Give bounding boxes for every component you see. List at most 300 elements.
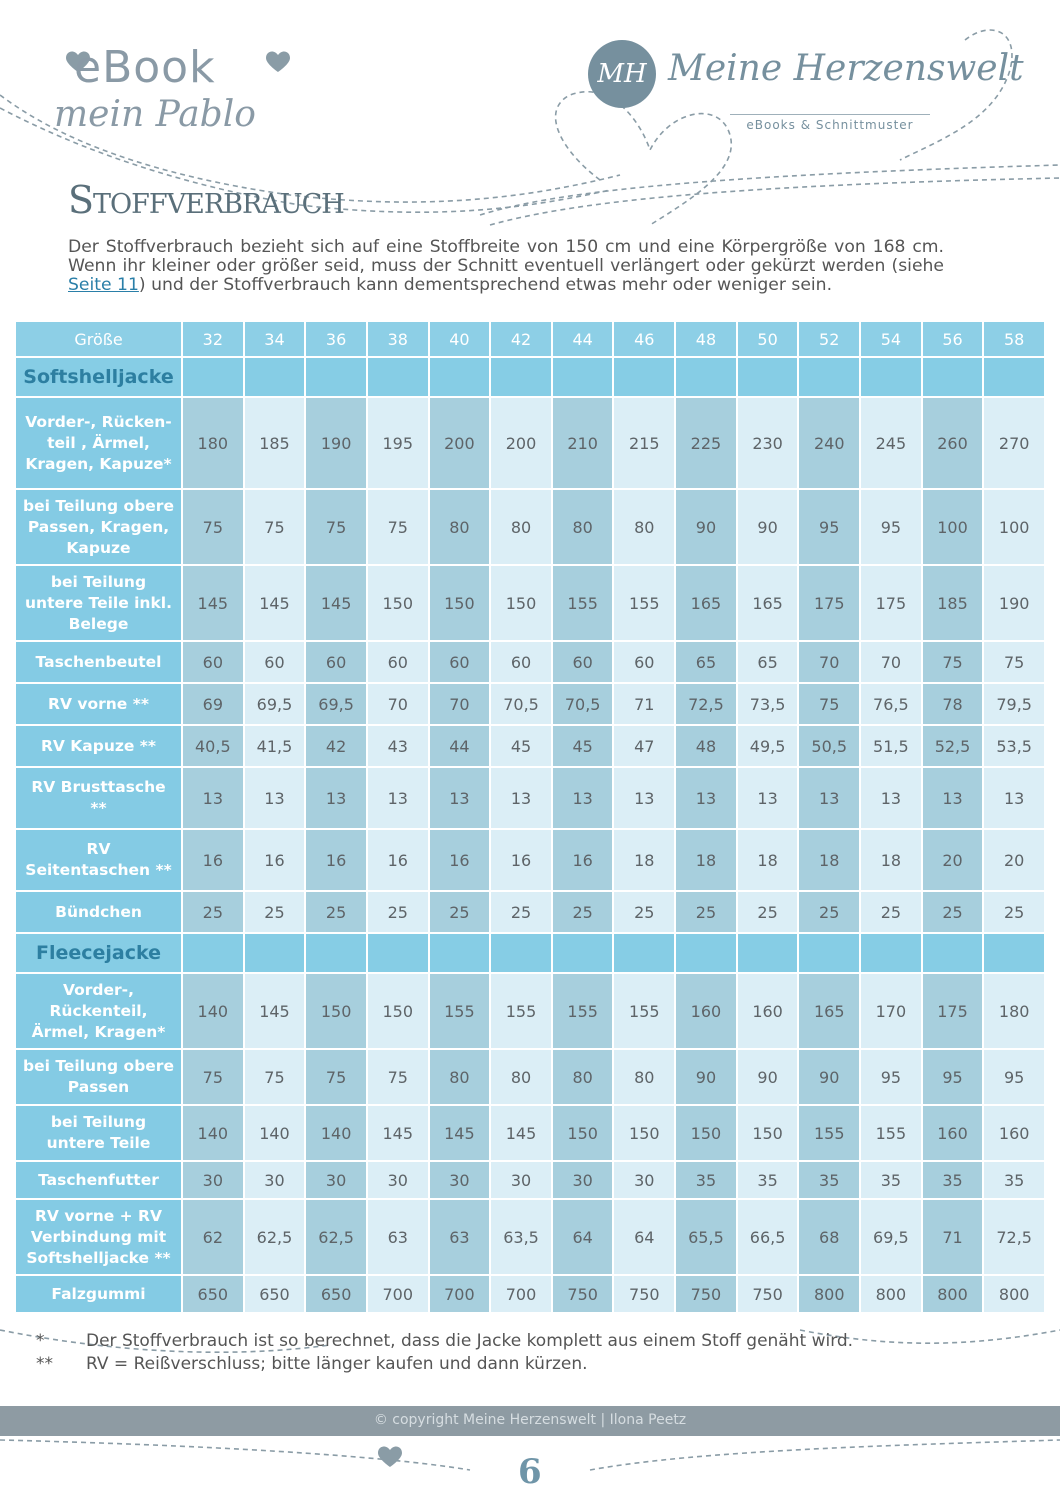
value-cell: 25 bbox=[305, 891, 367, 933]
value-cell: 62,5 bbox=[244, 1199, 306, 1275]
table-row bbox=[15, 891, 1045, 933]
value-cell: 41,5 bbox=[244, 725, 306, 767]
row-label: bei Teilung untere Teile inkl. Belege bbox=[15, 565, 182, 641]
row-label: bei Teilung obere Passen, Kragen, Kapuze bbox=[15, 489, 182, 565]
value-cell: 260 bbox=[922, 397, 984, 489]
value-cell: 800 bbox=[798, 1275, 860, 1313]
ebook-subtitle: mein Pablo bbox=[54, 94, 256, 135]
section-row bbox=[15, 357, 1045, 397]
value-cell: 25 bbox=[552, 891, 614, 933]
value-cell: 95 bbox=[860, 489, 922, 565]
value-cell: 18 bbox=[737, 829, 799, 891]
value-cell: 35 bbox=[922, 1161, 984, 1199]
value-cell: 750 bbox=[552, 1275, 614, 1313]
table-row bbox=[15, 641, 1045, 683]
value-cell: 20 bbox=[983, 829, 1045, 891]
section-empty-cell bbox=[552, 933, 614, 973]
value-cell: 155 bbox=[552, 973, 614, 1049]
value-cell: 185 bbox=[922, 565, 984, 641]
value-cell: 160 bbox=[675, 973, 737, 1049]
value-cell: 18 bbox=[798, 829, 860, 891]
row-label: bei Teilung obere Passen bbox=[15, 1049, 182, 1105]
section-empty-cell bbox=[798, 933, 860, 973]
value-cell: 13 bbox=[367, 767, 429, 829]
value-cell: 60 bbox=[613, 641, 675, 683]
value-cell: 145 bbox=[490, 1105, 552, 1161]
section-empty-cell bbox=[922, 933, 984, 973]
value-cell: 90 bbox=[737, 1049, 799, 1105]
value-cell: 63,5 bbox=[490, 1199, 552, 1275]
section-empty-cell bbox=[367, 357, 429, 397]
value-cell: 35 bbox=[983, 1161, 1045, 1199]
value-cell: 50,5 bbox=[798, 725, 860, 767]
value-cell: 48 bbox=[675, 725, 737, 767]
value-cell: 145 bbox=[367, 1105, 429, 1161]
value-cell: 64 bbox=[552, 1199, 614, 1275]
value-cell: 160 bbox=[922, 1105, 984, 1161]
value-cell: 240 bbox=[798, 397, 860, 489]
value-cell: 270 bbox=[983, 397, 1045, 489]
value-cell: 70,5 bbox=[490, 683, 552, 725]
section-empty-cell bbox=[490, 357, 552, 397]
value-cell: 75 bbox=[983, 641, 1045, 683]
value-cell: 90 bbox=[737, 489, 799, 565]
value-cell: 13 bbox=[675, 767, 737, 829]
value-cell: 70 bbox=[429, 683, 491, 725]
value-cell: 30 bbox=[367, 1161, 429, 1199]
value-cell: 45 bbox=[490, 725, 552, 767]
value-cell: 750 bbox=[675, 1275, 737, 1313]
section-empty-cell bbox=[860, 933, 922, 973]
value-cell: 71 bbox=[922, 1199, 984, 1275]
value-cell: 175 bbox=[860, 565, 922, 641]
size-header-row bbox=[15, 321, 1045, 357]
value-cell: 140 bbox=[182, 973, 244, 1049]
value-cell: 90 bbox=[675, 1049, 737, 1105]
value-cell: 63 bbox=[429, 1199, 491, 1275]
section-empty-cell bbox=[675, 933, 737, 973]
section-empty-cell bbox=[613, 933, 675, 973]
intro-paragraph bbox=[68, 238, 944, 295]
value-cell: 100 bbox=[922, 489, 984, 565]
section-empty-cell bbox=[983, 933, 1045, 973]
value-cell: 80 bbox=[613, 489, 675, 565]
value-cell: 95 bbox=[860, 1049, 922, 1105]
size-header-cell: 48 bbox=[675, 321, 737, 357]
footnote-marker: * bbox=[36, 1331, 45, 1351]
size-header-cell: 52 bbox=[798, 321, 860, 357]
footnote-text: RV = Reißverschluss; bitte länger kaufen und dann kürzen. bbox=[86, 1354, 588, 1374]
value-cell: 150 bbox=[305, 973, 367, 1049]
value-cell: 155 bbox=[613, 973, 675, 1049]
value-cell: 30 bbox=[429, 1161, 491, 1199]
value-cell: 75 bbox=[182, 489, 244, 565]
value-cell: 215 bbox=[613, 397, 675, 489]
table-row bbox=[15, 1105, 1045, 1161]
size-header-cell: 56 bbox=[922, 321, 984, 357]
size-header-cell: 32 bbox=[182, 321, 244, 357]
value-cell: 60 bbox=[552, 641, 614, 683]
value-cell: 13 bbox=[983, 767, 1045, 829]
value-cell: 71 bbox=[613, 683, 675, 725]
section-empty-cell bbox=[429, 933, 491, 973]
value-cell: 80 bbox=[490, 1049, 552, 1105]
value-cell: 225 bbox=[675, 397, 737, 489]
value-cell: 13 bbox=[798, 767, 860, 829]
value-cell: 175 bbox=[922, 973, 984, 1049]
section-empty-cell bbox=[182, 933, 244, 973]
value-cell: 72,5 bbox=[675, 683, 737, 725]
value-cell: 43 bbox=[367, 725, 429, 767]
value-cell: 60 bbox=[305, 641, 367, 683]
value-cell: 650 bbox=[244, 1275, 306, 1313]
value-cell: 13 bbox=[613, 767, 675, 829]
table-row bbox=[15, 725, 1045, 767]
value-cell: 165 bbox=[675, 565, 737, 641]
value-cell: 145 bbox=[244, 973, 306, 1049]
value-cell: 35 bbox=[675, 1161, 737, 1199]
intro-text-before: Der Stoffverbrauch bezieht sich auf eine Stoffbreite von 150 cm und eine Körpergröße von 168 cm. Wenn ihr kleiner oder größer seid, muss der Schnitt eventuell verlängert oder gekürzt werden (siehe bbox=[68, 237, 944, 276]
value-cell: 76,5 bbox=[860, 683, 922, 725]
footnote-text: Der Stoffverbrauch ist so berechnet, dass die Jacke komplett aus einem Stoff genäht wird. bbox=[86, 1331, 854, 1351]
value-cell: 78 bbox=[922, 683, 984, 725]
value-cell: 35 bbox=[860, 1161, 922, 1199]
value-cell: 30 bbox=[552, 1161, 614, 1199]
value-cell: 165 bbox=[737, 565, 799, 641]
footnote bbox=[36, 1353, 853, 1376]
table-row bbox=[15, 1275, 1045, 1313]
value-cell: 70 bbox=[367, 683, 429, 725]
value-cell: 95 bbox=[922, 1049, 984, 1105]
section-empty-cell bbox=[983, 357, 1045, 397]
section-empty-cell bbox=[675, 357, 737, 397]
value-cell: 42 bbox=[305, 725, 367, 767]
table-row bbox=[15, 767, 1045, 829]
value-cell: 700 bbox=[429, 1275, 491, 1313]
value-cell: 150 bbox=[737, 1105, 799, 1161]
table-row bbox=[15, 1049, 1045, 1105]
row-label: RV vorne ** bbox=[15, 683, 182, 725]
value-cell: 245 bbox=[860, 397, 922, 489]
row-label: bei Teilung untere Teile bbox=[15, 1105, 182, 1161]
row-label: Taschenbeutel bbox=[15, 641, 182, 683]
value-cell: 25 bbox=[429, 891, 491, 933]
value-cell: 30 bbox=[490, 1161, 552, 1199]
table-row bbox=[15, 973, 1045, 1049]
section-empty-cell bbox=[737, 357, 799, 397]
section-empty-cell bbox=[798, 357, 860, 397]
value-cell: 65 bbox=[737, 641, 799, 683]
value-cell: 800 bbox=[860, 1275, 922, 1313]
value-cell: 150 bbox=[367, 565, 429, 641]
section-row bbox=[15, 933, 1045, 973]
section-empty-cell bbox=[922, 357, 984, 397]
value-cell: 25 bbox=[737, 891, 799, 933]
value-cell: 150 bbox=[490, 565, 552, 641]
value-cell: 750 bbox=[737, 1275, 799, 1313]
page-link[interactable]: Seite 11 bbox=[68, 275, 139, 295]
size-header-label: Größe bbox=[15, 321, 182, 357]
size-header-cell: 38 bbox=[367, 321, 429, 357]
value-cell: 80 bbox=[429, 1049, 491, 1105]
value-cell: 65 bbox=[675, 641, 737, 683]
value-cell: 200 bbox=[429, 397, 491, 489]
value-cell: 13 bbox=[552, 767, 614, 829]
value-cell: 150 bbox=[367, 973, 429, 1049]
value-cell: 100 bbox=[983, 489, 1045, 565]
value-cell: 62,5 bbox=[305, 1199, 367, 1275]
value-cell: 69,5 bbox=[860, 1199, 922, 1275]
section-empty-cell bbox=[244, 933, 306, 973]
size-header-cell: 34 bbox=[244, 321, 306, 357]
value-cell: 69,5 bbox=[305, 683, 367, 725]
value-cell: 64 bbox=[613, 1199, 675, 1275]
value-cell: 200 bbox=[490, 397, 552, 489]
section-empty-cell bbox=[552, 357, 614, 397]
value-cell: 16 bbox=[552, 829, 614, 891]
value-cell: 70 bbox=[798, 641, 860, 683]
value-cell: 30 bbox=[613, 1161, 675, 1199]
value-cell: 650 bbox=[305, 1275, 367, 1313]
value-cell: 13 bbox=[305, 767, 367, 829]
value-cell: 190 bbox=[305, 397, 367, 489]
value-cell: 44 bbox=[429, 725, 491, 767]
value-cell: 95 bbox=[983, 1049, 1045, 1105]
value-cell: 18 bbox=[675, 829, 737, 891]
value-cell: 16 bbox=[490, 829, 552, 891]
value-cell: 75 bbox=[305, 1049, 367, 1105]
value-cell: 16 bbox=[429, 829, 491, 891]
table-row bbox=[15, 1161, 1045, 1199]
value-cell: 62 bbox=[182, 1199, 244, 1275]
value-cell: 72,5 bbox=[983, 1199, 1045, 1275]
value-cell: 25 bbox=[613, 891, 675, 933]
value-cell: 73,5 bbox=[737, 683, 799, 725]
value-cell: 60 bbox=[367, 641, 429, 683]
value-cell: 145 bbox=[429, 1105, 491, 1161]
table-row bbox=[15, 565, 1045, 641]
table-row bbox=[15, 397, 1045, 489]
value-cell: 60 bbox=[490, 641, 552, 683]
value-cell: 155 bbox=[798, 1105, 860, 1161]
value-cell: 90 bbox=[675, 489, 737, 565]
value-cell: 13 bbox=[860, 767, 922, 829]
value-cell: 155 bbox=[429, 973, 491, 1049]
value-cell: 75 bbox=[244, 489, 306, 565]
value-cell: 25 bbox=[490, 891, 552, 933]
value-cell: 25 bbox=[983, 891, 1045, 933]
table-row bbox=[15, 489, 1045, 565]
value-cell: 75 bbox=[367, 489, 429, 565]
value-cell: 800 bbox=[983, 1275, 1045, 1313]
value-cell: 75 bbox=[305, 489, 367, 565]
value-cell: 155 bbox=[490, 973, 552, 1049]
value-cell: 53,5 bbox=[983, 725, 1045, 767]
value-cell: 80 bbox=[429, 489, 491, 565]
value-cell: 16 bbox=[244, 829, 306, 891]
value-cell: 80 bbox=[490, 489, 552, 565]
value-cell: 65,5 bbox=[675, 1199, 737, 1275]
row-label: Bündchen bbox=[15, 891, 182, 933]
value-cell: 190 bbox=[983, 565, 1045, 641]
value-cell: 140 bbox=[305, 1105, 367, 1161]
value-cell: 650 bbox=[182, 1275, 244, 1313]
value-cell: 69,5 bbox=[244, 683, 306, 725]
row-label: Vorder-, Rücken-teil , Ärmel, Kragen, Kapuze* bbox=[15, 397, 182, 489]
value-cell: 13 bbox=[737, 767, 799, 829]
value-cell: 75 bbox=[922, 641, 984, 683]
value-cell: 700 bbox=[490, 1275, 552, 1313]
value-cell: 13 bbox=[429, 767, 491, 829]
size-header-cell: 46 bbox=[613, 321, 675, 357]
value-cell: 69 bbox=[182, 683, 244, 725]
value-cell: 79,5 bbox=[983, 683, 1045, 725]
brand-name: Meine Herzenswelt bbox=[668, 48, 1024, 89]
value-cell: 700 bbox=[367, 1275, 429, 1313]
value-cell: 155 bbox=[552, 565, 614, 641]
value-cell: 35 bbox=[798, 1161, 860, 1199]
value-cell: 35 bbox=[737, 1161, 799, 1199]
row-label: Falzgummi bbox=[15, 1275, 182, 1313]
value-cell: 80 bbox=[552, 489, 614, 565]
intro-text-after: ) und der Stoffverbrauch kann dementsprechend etwas mehr oder weniger sein. bbox=[138, 275, 833, 295]
value-cell: 60 bbox=[182, 641, 244, 683]
section-title: Fleecejacke bbox=[15, 933, 182, 973]
value-cell: 16 bbox=[182, 829, 244, 891]
section-empty-cell bbox=[429, 357, 491, 397]
value-cell: 18 bbox=[613, 829, 675, 891]
section-empty-cell bbox=[490, 933, 552, 973]
value-cell: 80 bbox=[552, 1049, 614, 1105]
value-cell: 60 bbox=[429, 641, 491, 683]
value-cell: 800 bbox=[922, 1275, 984, 1313]
value-cell: 145 bbox=[244, 565, 306, 641]
size-header-cell: 58 bbox=[983, 321, 1045, 357]
value-cell: 150 bbox=[613, 1105, 675, 1161]
value-cell: 51,5 bbox=[860, 725, 922, 767]
value-cell: 25 bbox=[367, 891, 429, 933]
value-cell: 195 bbox=[367, 397, 429, 489]
section-empty-cell bbox=[860, 357, 922, 397]
size-header-cell: 40 bbox=[429, 321, 491, 357]
table-row bbox=[15, 829, 1045, 891]
footnote-marker: ** bbox=[36, 1354, 53, 1374]
row-label: Taschenfutter bbox=[15, 1161, 182, 1199]
section-empty-cell bbox=[737, 933, 799, 973]
value-cell: 175 bbox=[798, 565, 860, 641]
value-cell: 145 bbox=[182, 565, 244, 641]
page-number: 6 bbox=[518, 1452, 542, 1492]
value-cell: 165 bbox=[798, 973, 860, 1049]
value-cell: 25 bbox=[244, 891, 306, 933]
size-header-cell: 54 bbox=[860, 321, 922, 357]
section-empty-cell bbox=[367, 933, 429, 973]
row-label: RV Brusttasche ** bbox=[15, 767, 182, 829]
value-cell: 66,5 bbox=[737, 1199, 799, 1275]
table-row bbox=[15, 683, 1045, 725]
value-cell: 160 bbox=[737, 973, 799, 1049]
brand-logo-icon: MH bbox=[588, 40, 656, 108]
value-cell: 155 bbox=[613, 565, 675, 641]
value-cell: 75 bbox=[367, 1049, 429, 1105]
value-cell: 750 bbox=[613, 1275, 675, 1313]
value-cell: 40,5 bbox=[182, 725, 244, 767]
value-cell: 16 bbox=[305, 829, 367, 891]
value-cell: 210 bbox=[552, 397, 614, 489]
value-cell: 185 bbox=[244, 397, 306, 489]
value-cell: 30 bbox=[244, 1161, 306, 1199]
section-empty-cell bbox=[305, 933, 367, 973]
value-cell: 13 bbox=[182, 767, 244, 829]
section-title: Softshelljacke bbox=[15, 357, 182, 397]
row-label: RV Seitentaschen ** bbox=[15, 829, 182, 891]
value-cell: 75 bbox=[182, 1049, 244, 1105]
value-cell: 16 bbox=[367, 829, 429, 891]
value-cell: 63 bbox=[367, 1199, 429, 1275]
table-row bbox=[15, 1199, 1045, 1275]
value-cell: 230 bbox=[737, 397, 799, 489]
section-empty-cell bbox=[613, 357, 675, 397]
value-cell: 70,5 bbox=[552, 683, 614, 725]
value-cell: 52,5 bbox=[922, 725, 984, 767]
row-label: RV Kapuze ** bbox=[15, 725, 182, 767]
value-cell: 45 bbox=[552, 725, 614, 767]
value-cell: 75 bbox=[244, 1049, 306, 1105]
value-cell: 150 bbox=[429, 565, 491, 641]
value-cell: 180 bbox=[182, 397, 244, 489]
value-cell: 160 bbox=[983, 1105, 1045, 1161]
value-cell: 80 bbox=[613, 1049, 675, 1105]
value-cell: 20 bbox=[922, 829, 984, 891]
value-cell: 60 bbox=[244, 641, 306, 683]
copyright-text: © copyright Meine Herzenswelt | Ilona Peetz bbox=[373, 1412, 687, 1428]
footnote bbox=[36, 1330, 853, 1353]
row-label: RV vorne + RV Verbindung mit Softshelljacke ** bbox=[15, 1199, 182, 1275]
value-cell: 95 bbox=[798, 489, 860, 565]
value-cell: 180 bbox=[983, 973, 1045, 1049]
value-cell: 75 bbox=[798, 683, 860, 725]
value-cell: 18 bbox=[860, 829, 922, 891]
value-cell: 25 bbox=[922, 891, 984, 933]
value-cell: 25 bbox=[182, 891, 244, 933]
section-empty-cell bbox=[182, 357, 244, 397]
row-label: Vorder-, Rückenteil, Ärmel, Kragen* bbox=[15, 973, 182, 1049]
size-header-cell: 44 bbox=[552, 321, 614, 357]
ebook-title: eBook bbox=[74, 42, 216, 93]
value-cell: 140 bbox=[182, 1105, 244, 1161]
value-cell: 49,5 bbox=[737, 725, 799, 767]
value-cell: 13 bbox=[490, 767, 552, 829]
size-header-cell: 42 bbox=[490, 321, 552, 357]
value-cell: 68 bbox=[798, 1199, 860, 1275]
brand-tagline: eBooks & Schnittmuster bbox=[730, 114, 930, 132]
value-cell: 70 bbox=[860, 641, 922, 683]
section-empty-cell bbox=[244, 357, 306, 397]
value-cell: 25 bbox=[675, 891, 737, 933]
value-cell: 13 bbox=[244, 767, 306, 829]
value-cell: 30 bbox=[182, 1161, 244, 1199]
size-header-cell: 50 bbox=[737, 321, 799, 357]
value-cell: 25 bbox=[798, 891, 860, 933]
value-cell: 150 bbox=[675, 1105, 737, 1161]
value-cell: 30 bbox=[305, 1161, 367, 1199]
value-cell: 25 bbox=[860, 891, 922, 933]
page-title: Stoffverbrauch bbox=[68, 178, 344, 222]
value-cell: 47 bbox=[613, 725, 675, 767]
value-cell: 90 bbox=[798, 1049, 860, 1105]
footnotes bbox=[36, 1330, 853, 1376]
value-cell: 150 bbox=[552, 1105, 614, 1161]
